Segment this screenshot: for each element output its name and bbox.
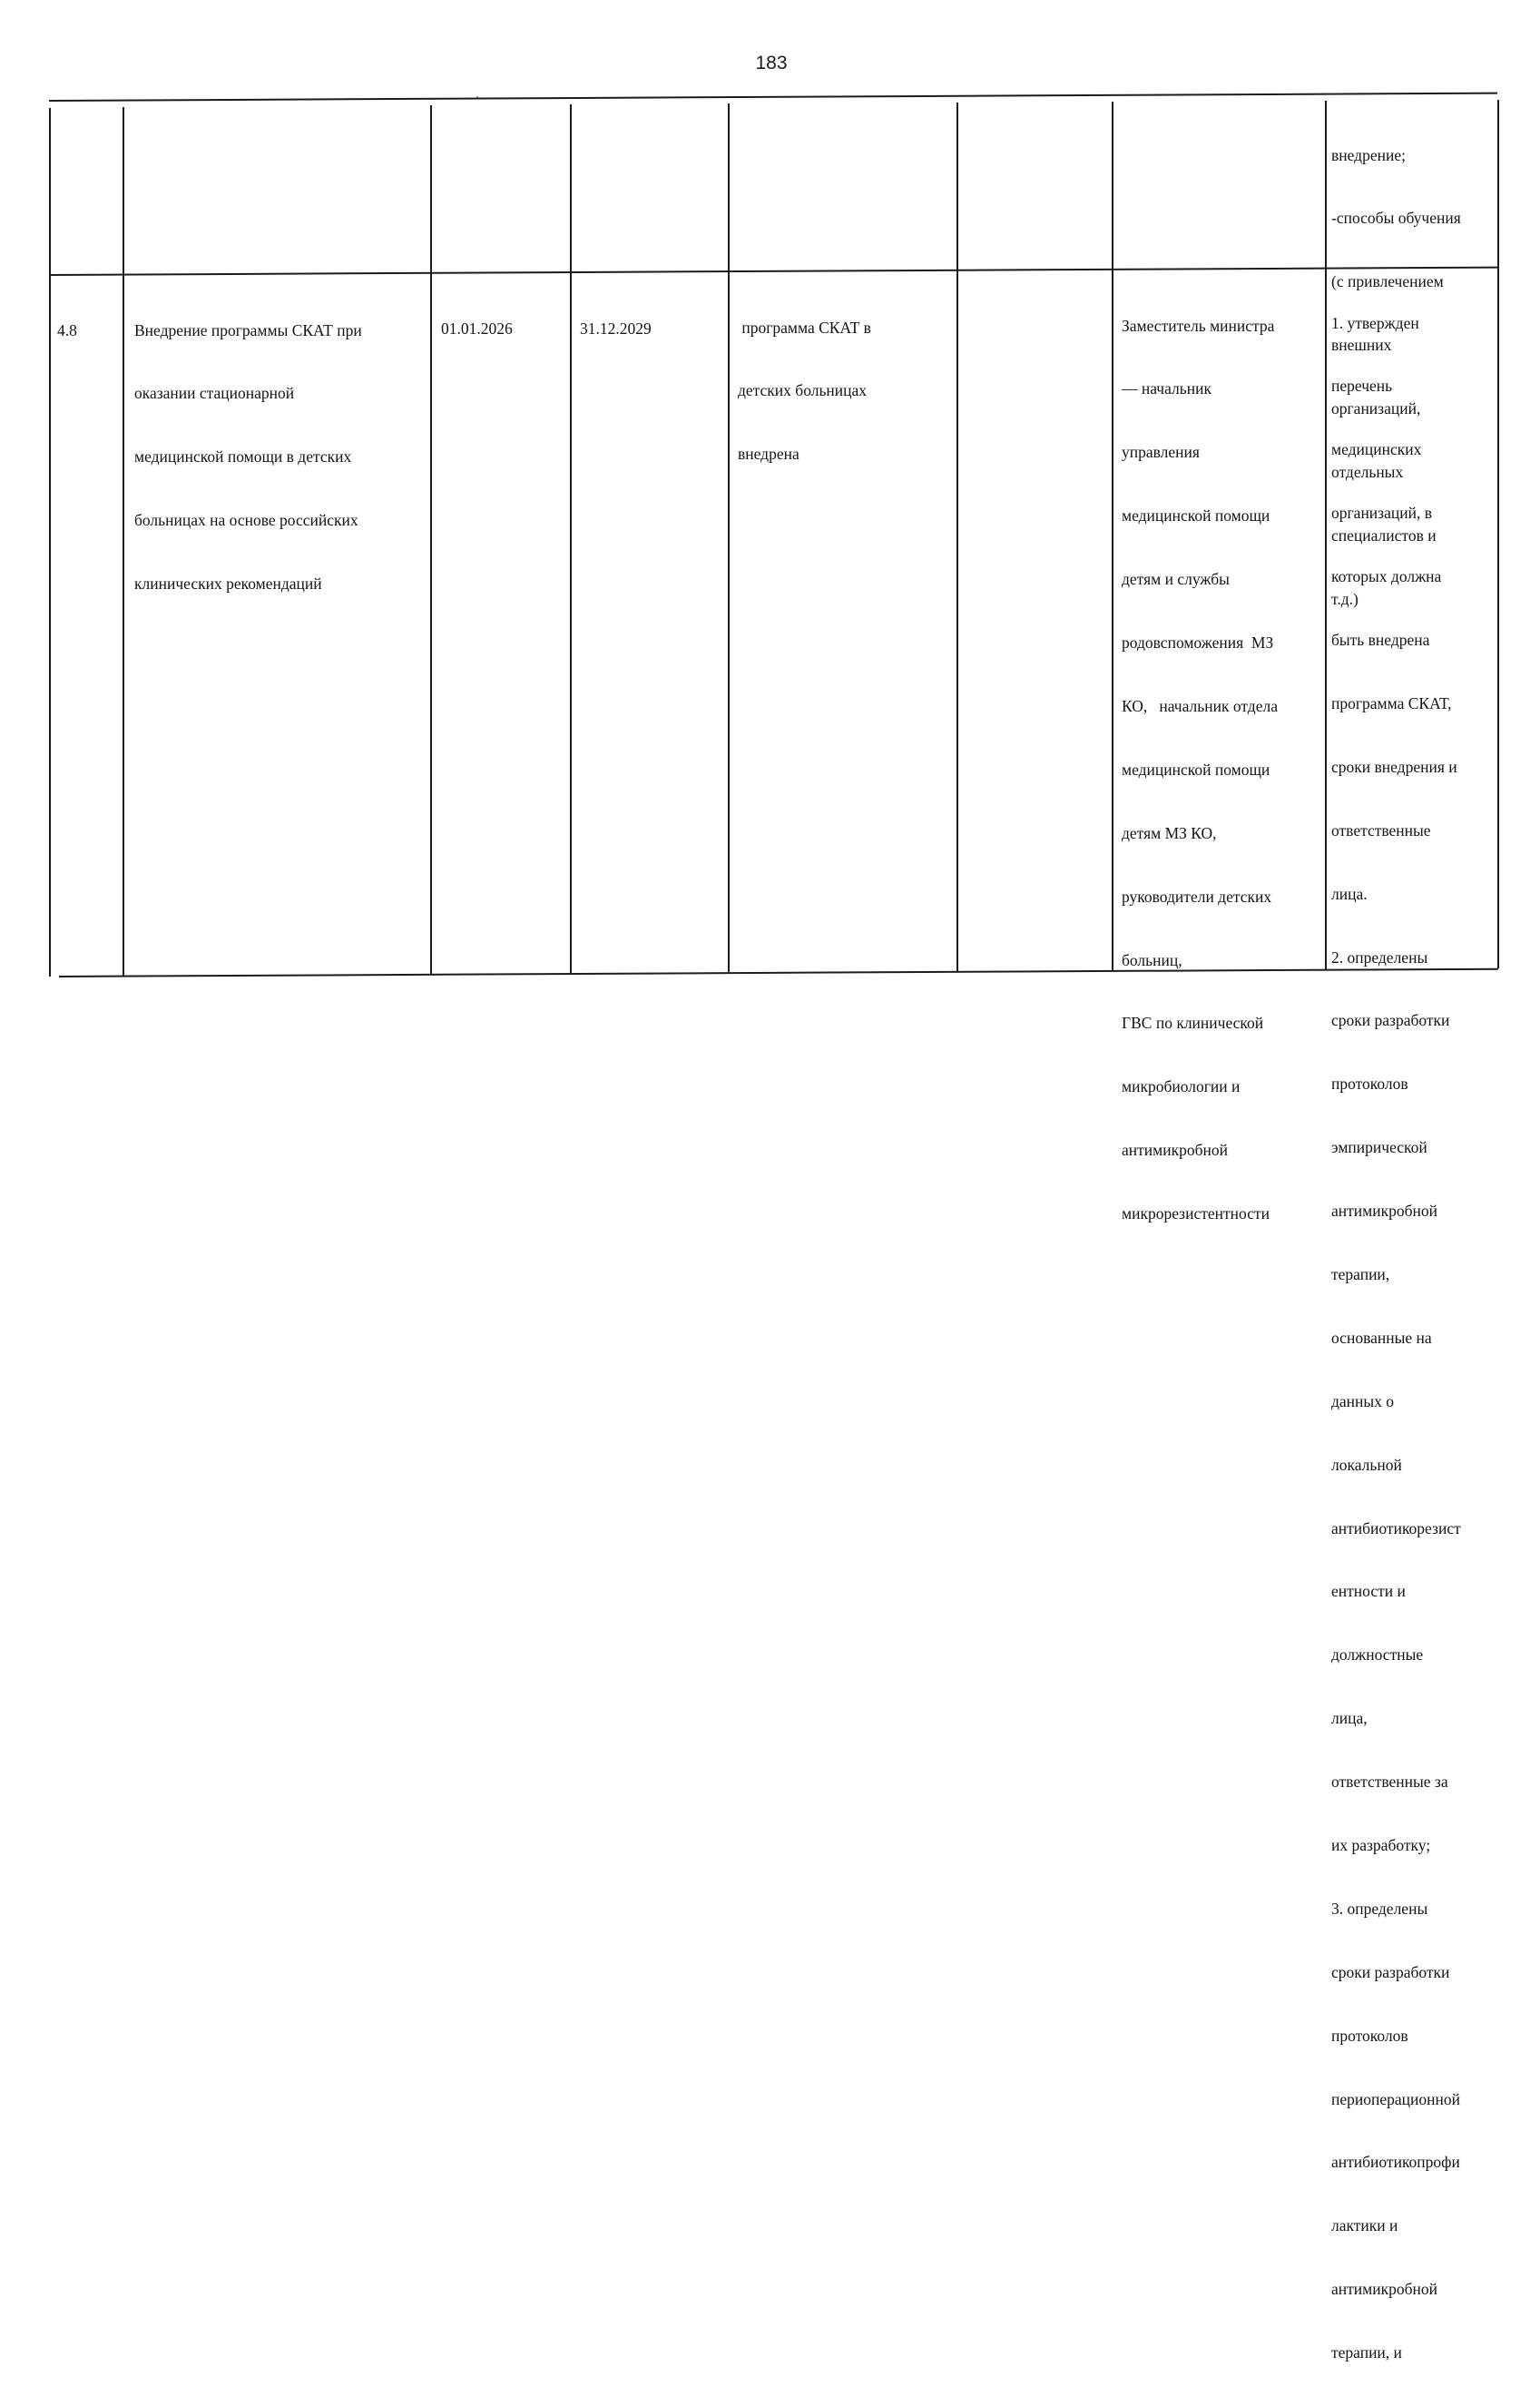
text-line: терапии, и: [1331, 2343, 1402, 2362]
text-line: быть внедрена: [1331, 631, 1430, 650]
text-line: 1. утвержден: [1331, 313, 1419, 332]
text-line: 2. определены: [1331, 948, 1428, 967]
text-line: программа СКАТ в: [738, 318, 871, 337]
text-line: ГВС по клинической: [1122, 1014, 1264, 1033]
page-number: 183: [755, 53, 788, 74]
row-number: 4.8: [57, 320, 77, 339]
text-line: протоколов: [1331, 2026, 1408, 2045]
text-line: управления: [1122, 443, 1200, 462]
column-divider: [570, 104, 572, 973]
text-line: антимикробной: [1331, 2280, 1437, 2299]
text-line: медицинской помощи: [1122, 760, 1270, 779]
text-line: клинических рекомендаций: [134, 574, 322, 594]
text-line: т.д.): [1331, 589, 1359, 608]
indicators-cell: [1331, 270, 1461, 2406]
table-bottom-border: [59, 968, 1498, 977]
text-line: лактики и: [1331, 2216, 1398, 2235]
text-line: (с привлечением: [1331, 272, 1444, 291]
text-line: микробиологии и: [1122, 1077, 1241, 1096]
text-line: эмпирической: [1331, 1138, 1427, 1157]
text-line: антибиотикопрофи: [1331, 2153, 1460, 2172]
text-line: детям МЗ КО,: [1122, 823, 1217, 842]
text-line: должностные: [1331, 1645, 1424, 1665]
text-line: программа СКАТ,: [1331, 693, 1452, 712]
text-line: родовспоможения МЗ: [1122, 633, 1274, 653]
text-line: терапии,: [1331, 1264, 1390, 1283]
start-date-cell: [441, 276, 513, 381]
table-left-border: [49, 108, 51, 977]
measure-name-cell: [134, 278, 362, 637]
column-divider: [430, 105, 432, 974]
text-line: их разработку;: [1331, 1835, 1431, 1854]
text-line: медицинской помощи: [1122, 506, 1270, 525]
text-line: организаций,: [1331, 399, 1421, 418]
text-line: больниц,: [1122, 950, 1182, 969]
column-divider: [123, 107, 124, 976]
text-line: протоколов: [1331, 1075, 1408, 1094]
start-date: 01.01.2026: [441, 319, 513, 338]
text-line: антибиотикорезист: [1331, 1518, 1461, 1537]
result-cell: [738, 275, 871, 507]
table-right-border: [1497, 100, 1499, 968]
text-line: лица.: [1331, 884, 1368, 903]
text-line: Заместитель министра: [1122, 316, 1275, 335]
text-line: внедрена: [738, 445, 799, 464]
text-line: КО, начальник отдела: [1122, 696, 1278, 715]
text-line: сроки разработки: [1331, 1011, 1450, 1030]
text-line: перечень: [1331, 377, 1393, 396]
end-date-cell: [580, 276, 652, 381]
text-line: 3. определены: [1331, 1899, 1428, 1918]
text-line: отдельных: [1331, 463, 1404, 482]
text-line: сроки разработки: [1331, 1962, 1450, 1981]
column-divider: [1325, 101, 1327, 969]
text-line: периоперационной: [1331, 2089, 1460, 2108]
text-line: детских больницах: [738, 381, 868, 400]
text-line: внедрение;: [1331, 145, 1406, 164]
text-line: внешних: [1331, 336, 1392, 355]
responsible-cell: [1122, 273, 1278, 1267]
text-line: ответственные: [1331, 820, 1431, 840]
row-number-cell: [57, 278, 77, 383]
column-divider: [1112, 102, 1113, 970]
text-line: оказании стационарной: [134, 384, 295, 403]
text-line: основанные на: [1331, 1328, 1432, 1347]
text-line: которых должна: [1331, 567, 1442, 586]
table-top-border: [49, 93, 1497, 102]
text-line: микрорезистентности: [1122, 1204, 1270, 1223]
text-line: детям и службы: [1122, 570, 1230, 589]
text-line: специалистов и: [1331, 525, 1437, 545]
column-divider: [728, 103, 730, 972]
text-line: Внедрение программы СКАТ при: [134, 320, 362, 339]
text-line: данных о: [1331, 1391, 1395, 1410]
text-line: -способы обучения: [1331, 209, 1461, 228]
text-line: лица,: [1331, 1709, 1368, 1728]
text-line: — начальник: [1122, 379, 1211, 398]
text-line: медицинской помощи в детских: [134, 447, 352, 466]
text-line: антимикробной: [1331, 1202, 1437, 1221]
text-line: руководители детских: [1122, 887, 1272, 906]
text-line: антимикробной: [1122, 1141, 1228, 1160]
text-line: больницах на основе российских: [134, 511, 358, 530]
text-line: ентности и: [1331, 1582, 1406, 1601]
column-divider: [956, 103, 958, 971]
end-date: 31.12.2029: [580, 319, 652, 338]
text-line: ответственные за: [1331, 1773, 1448, 1792]
text-line: сроки внедрения и: [1331, 757, 1457, 776]
text-line: организаций, в: [1331, 504, 1432, 523]
text-line: медицинских: [1331, 440, 1422, 459]
text-line: локальной: [1331, 1455, 1402, 1474]
